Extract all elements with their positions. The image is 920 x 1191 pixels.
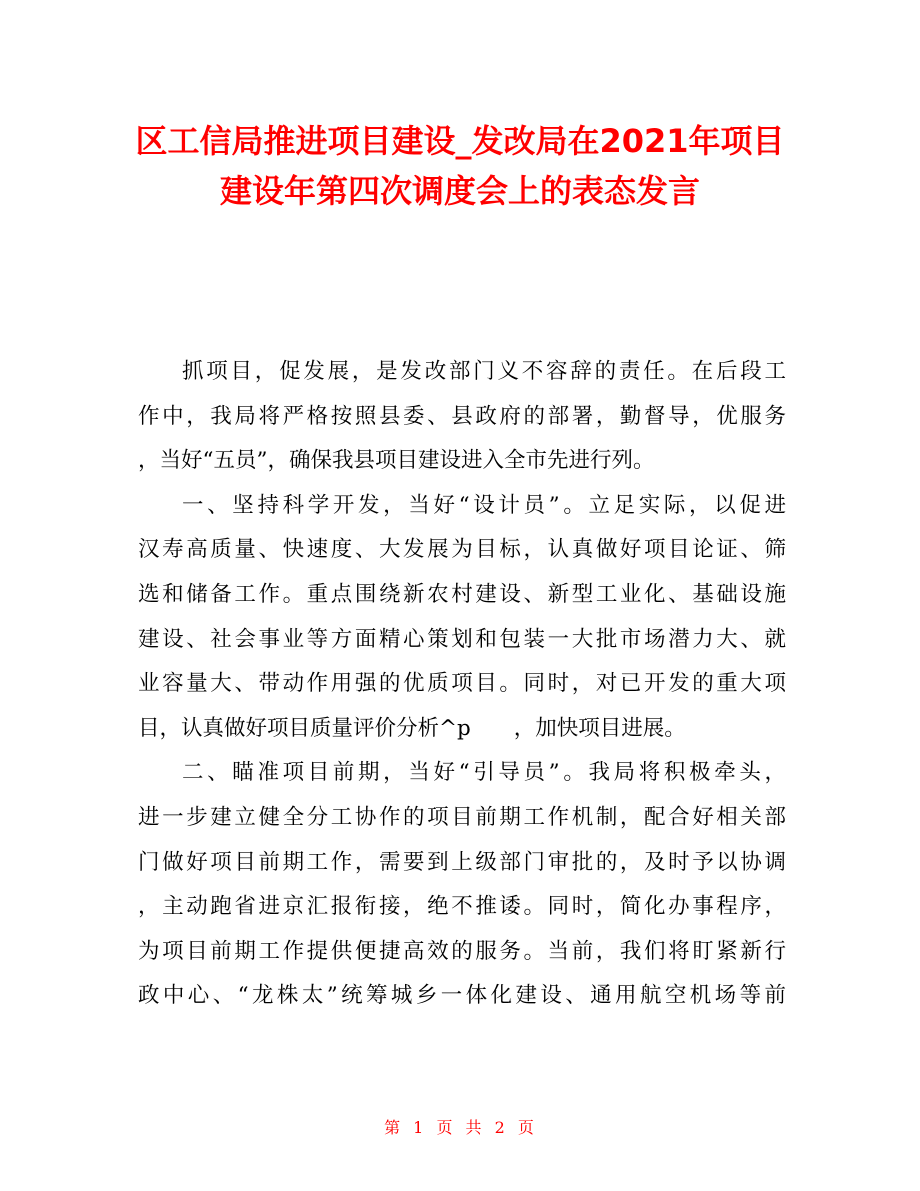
document-title — [100, 116, 820, 216]
body-line: 门做好项目前期工作，需要到上级部门审批的，及时予以协调 — [138, 849, 786, 875]
body-line: 汉寿高质量、快速度、大发展为目标，认真做好项目论证、筛 — [138, 537, 786, 563]
body-line: 政中心、“龙株太”统筹城乡一体化建设、通用航空机场等前 — [138, 983, 786, 1009]
title-line-2: 建设年第四次调度会上的表态发言 — [219, 172, 700, 210]
body-line: ，主动跑省进京汇报衔接，绝不推诿。同时，简化办事程序， — [138, 894, 786, 920]
body-line: 为项目前期工作提供便捷高效的服务。当前，我们将盯紧新行 — [138, 938, 786, 964]
body-line: 一、坚持科学开发，当好“设计员”。立足实际，以促进 — [182, 492, 786, 518]
title-line-1: 区工信局推进项目建设_发改局在2021年项目 — [135, 122, 785, 160]
body-line: 二、瞄准项目前期，当好“引导员”。我局将积极牵头， — [182, 760, 786, 786]
body-line: 业容量大、带动作用强的优质项目。同时，对已开发的重大项 — [138, 671, 786, 697]
body-line: 进一步建立健全分工协作的项目前期工作机制，配合好相关部 — [138, 804, 786, 830]
body-line: 作中，我局将严格按照县委、县政府的部署，勤督导，优服务 — [138, 403, 786, 429]
document-body — [138, 350, 786, 1019]
body-line: 目，认真做好项目质量评价分析^p ，加快项目进展。 — [138, 715, 686, 741]
body-line: 抓项目，促发展，是发改部门义不容辞的责任。在后段工 — [182, 359, 786, 384]
body-line: 建设、社会事业等方面精心策划和包装一大批市场潜力大、就 — [138, 626, 786, 652]
body-line: 选和储备工作。重点围绕新农村建设、新型工业化、基础设施 — [138, 581, 786, 607]
body-line: ，当好“五员”，确保我县项目建设进入全市先进行列。 — [138, 448, 655, 474]
page-number-footer: 第 1 页 共 2 页 — [384, 1118, 536, 1137]
